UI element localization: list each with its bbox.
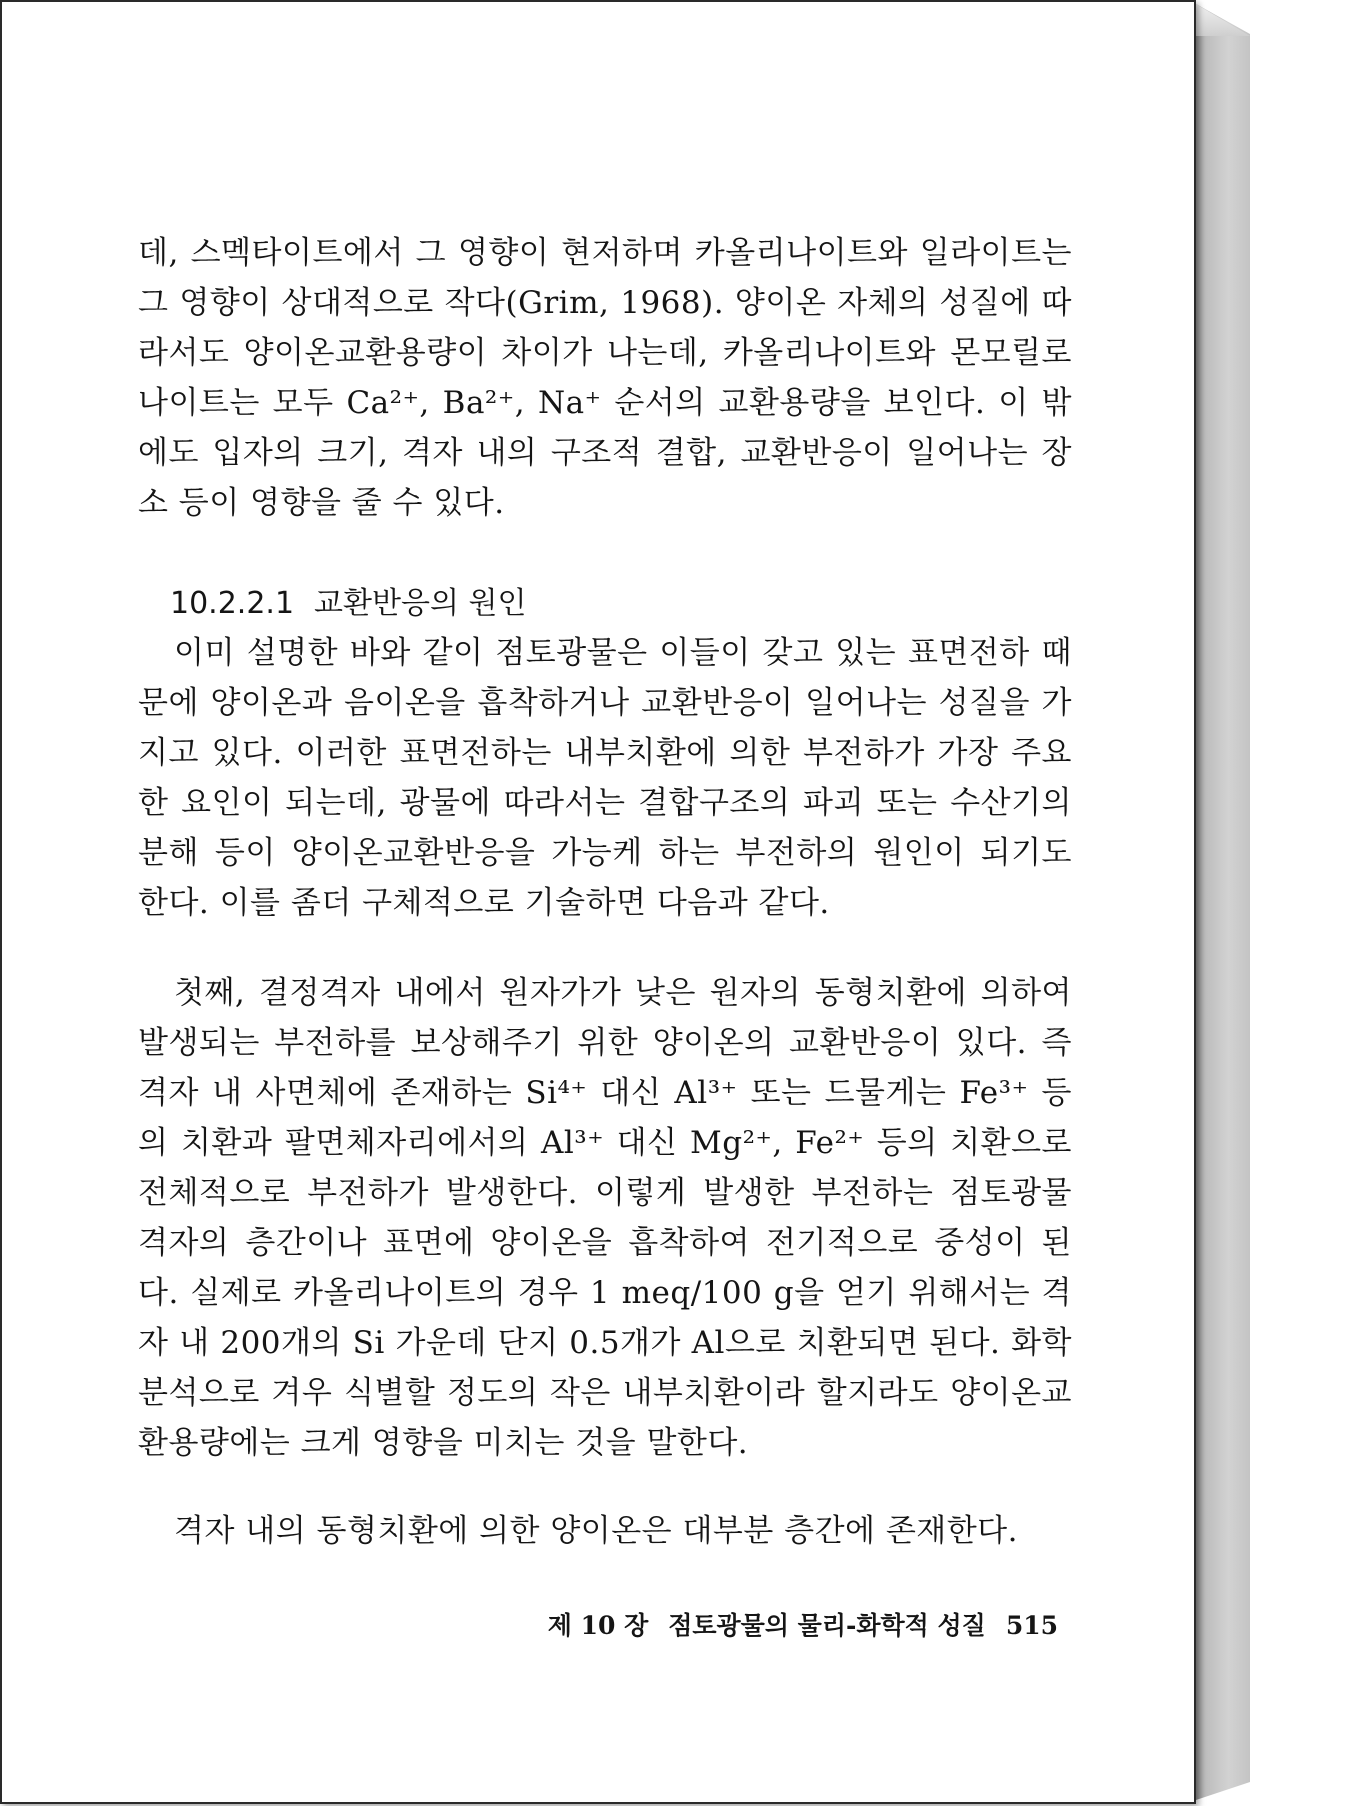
section-title: 교환반응의 원인 (314, 586, 527, 621)
paragraph-4: 격자 내의 동형치환에 의한 양이온은 대부분 층간에 존재한다. (174, 1513, 1018, 1549)
paragraph-2-block (138, 628, 1072, 928)
section-heading (170, 584, 526, 624)
footer-chapter: 제 10 장 (547, 1611, 649, 1640)
paragraph-3: 첫째, 결정격자 내에서 원자가가 낮은 원자의 동형치환에 의하여 발생되는 부전하를 보상해주기 위한 양이온의 교환반응이 있다. 즉 격자 내 사면체에 존재하는 Si⁴⁺ 대신 Al³⁺ 또는 드물게는 Fe³⁺ 등의 치환과 팔면체자리에서의 Al³⁺ 대신 Mg²⁺, Fe²⁺ 등의 치환으로 전체적으로 부전하가 발생한다. 이렇게 발생한 부전하는 점토광물 격자의 층간이나 표면에 양이온을 흡착하여 전기적으로 중성이 된다. 실제로 카올리나이트의 경우 1 meq/100 g을 얻기 위해서는 격자 내 200개의 Si 가운데 단지 0.5개가 Al으로 치환되면 된다. 화학분석으로 겨우 식별할 정도의 작은 내부치환이라 할지라도 양이온교환용량에는 크게 영향을 미치는 것을 말한다. (138, 975, 1072, 1461)
section-number: 10.2.2.1 (170, 586, 295, 621)
paragraph-3-block (138, 968, 1072, 1468)
paragraph-1: 데, 스멕타이트에서 그 영향이 현저하며 카올리나이트와 일라이트는 그 영향이 상대적으로 작다(Grim, 1968). 양이온 자체의 성질에 따라서도 양이온교환용량이 차이가 나는데, 카올리나이트와 몬모릴로나이트는 모두 Ca²⁺, Ba²⁺, Na⁺ 순서의 교환용량을 보인다. 이 밖에도 입자의 크기, 격자 내의 구조적 결합, 교환반응이 일어나는 장소 등이 영향을 줄 수 있다. (138, 235, 1072, 521)
paragraph-4-block (138, 1506, 1072, 1556)
footer-title: 점토광물의 물리-화학적 성질 (668, 1611, 986, 1640)
paragraph-2: 이미 설명한 바와 같이 점토광물은 이들이 갖고 있는 표면전하 때문에 양이온과 음이온을 흡착하거나 교환반응이 일어나는 성질을 가지고 있다. 이러한 표면전하는 내부치환에 의한 부전하가 가장 주요한 요인이 되는데, 광물에 따라서는 결합구조의 파괴 또는 수산기의 분해 등이 양이온교환반응을 가능케 하는 부전하의 원인이 되기도 한다. 이를 좀더 구체적으로 기술하면 다음과 같다. (138, 635, 1072, 921)
page-number: 515 (1005, 1611, 1058, 1640)
paragraph-1-block (138, 228, 1072, 528)
running-footer (548, 1606, 1058, 1642)
book-page-edge (1196, 4, 1250, 1800)
